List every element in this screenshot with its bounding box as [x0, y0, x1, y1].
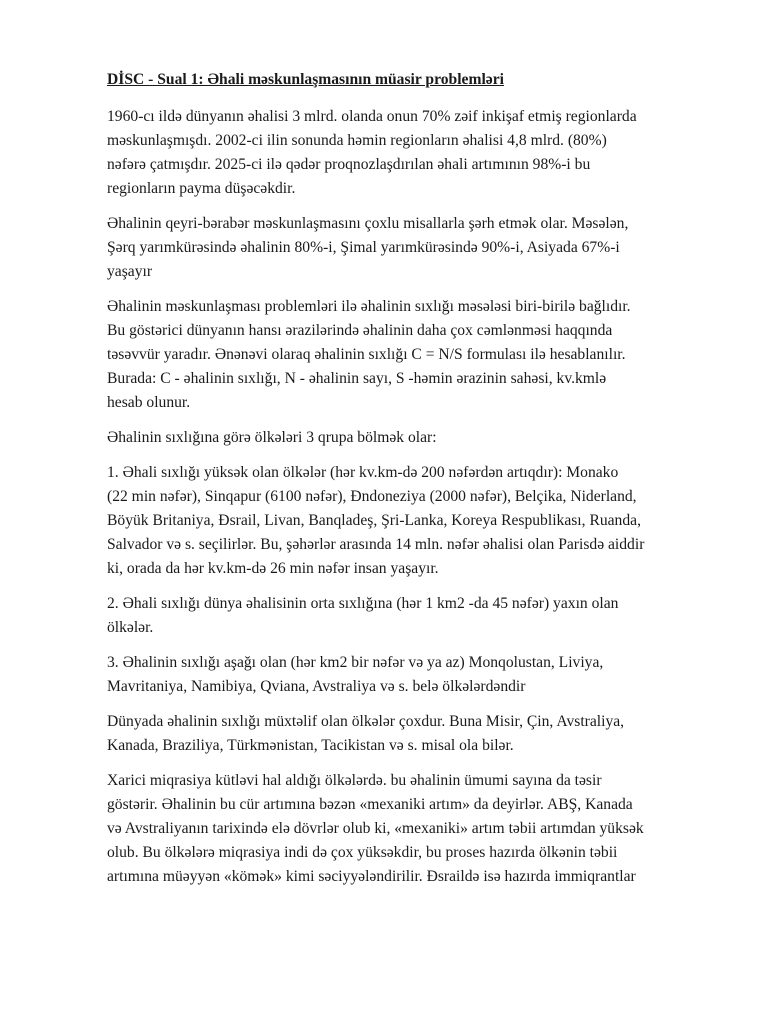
- text-line: Əhalinin məskunlaşması problemləri ilə əhalinin sıxlığı məsələsi biri-birilə bağlıdır.: [107, 298, 631, 315]
- text-line: ölkələr.: [107, 619, 154, 636]
- text-line: regionların payma düşəcəkdir.: [107, 180, 296, 197]
- text-line: yaşayır: [107, 263, 153, 280]
- text-line: göstərir. Əhalinin bu cür artımına bəzən «mexaniki artım» da deyirlər. ABŞ, Kanada: [107, 796, 633, 813]
- text-line: Mavritaniya, Namibiya, Qviana, Avstraliya və s. belə ölkələrdəndir: [107, 678, 526, 695]
- text-line: Əhalinin qeyri-bərabər məskunlaşmasını çoxlu misallarla şərh etmək olar. Məsələn,: [107, 215, 629, 232]
- document-body: [107, 68, 717, 900]
- text-line: Böyük Britaniya, Đsrail, Livan, Banqladeş, Şri-Lanka, Koreya Respublikası, Ruanda,: [107, 512, 641, 529]
- text-line: ki, orada da hər kv.km-də 26 min nəfər insan yaşayır.: [107, 560, 439, 577]
- paragraph: [107, 105, 717, 201]
- paragraph: [107, 651, 717, 699]
- paragraph: [107, 426, 717, 450]
- text-line: Dünyada əhalinin sıxlığı müxtəlif olan ölkələr çoxdur. Buna Misir, Çin, Avstraliya,: [107, 713, 625, 730]
- text-line: Şərq yarımkürəsində əhalinin 80%-i, Şimal yarımkürəsində 90%-i, Asiyada 67%-i: [107, 239, 620, 256]
- text-line: 2. Əhali sıxlığı dünya əhalisinin orta sıxlığına (hər 1 km2 -da 45 nəfər) yaxın olan: [107, 595, 619, 612]
- text-line: və Avstraliyanın tarixində elə dövrlər olub ki, «mexaniki» artım təbii artımdan yüksək: [107, 820, 644, 837]
- text-line: Əhalinin sıxlığına görə ölkələri 3 qrupa bölmək olar:: [107, 429, 437, 446]
- text-line: Kanada, Braziliya, Türkmənistan, Tacikistan və s. misal ola bilər.: [107, 737, 514, 754]
- text-line: məskunlaşmışdı. 2002-ci ilin sonunda həmin regionların əhalisi 4,8 mlrd. (80%): [107, 132, 607, 149]
- text-line: Bu göstərici dünyanın hansı ərazilərində əhalinin daha çox cəmlənməsi haqqında: [107, 322, 613, 339]
- paragraph: [107, 592, 717, 640]
- text-line: 1960-cı ildə dünyanın əhalisi 3 mlrd. olanda onun 70% zəif inkişaf etmiş regionlarda: [107, 108, 637, 125]
- text-line: Salvador və s. seçilirlər. Bu, şəhərlər arasında 14 mln. nəfər əhalisi olan Parisdə aiddir: [107, 536, 645, 553]
- text-line: Xarici miqrasiya kütləvi hal aldığı ölkələrdə. bu əhalinin ümumi sayına da təsir: [107, 772, 602, 789]
- paragraph-list: [107, 105, 717, 889]
- text-line: 1. Əhali sıxlığı yüksək olan ölkələr (hər kv.km-də 200 nəfərdən artıqdır): Monako: [107, 464, 619, 481]
- text-line: Burada: C - əhalinin sıxlığı, N - əhalinin sayı, S -həmin ərazinin sahəsi, kv.kmlə: [107, 370, 607, 387]
- text-line: (22 min nəfər), Sinqapur (6100 nəfər), Đndoneziya (2000 nəfər), Belçika, Niderland,: [107, 488, 637, 505]
- text-line: təsəvvür yaradır. Ənənəvi olaraq əhalinin sıxlığı C = N/S formulası ilə hesablanılır.: [107, 346, 626, 363]
- paragraph: [107, 461, 717, 581]
- paragraph: [107, 710, 717, 758]
- text-line: artımına müəyyən «kömək» kimi səciyyələndirilir. Đsraildə isə hazırda immiqrantlar: [107, 868, 636, 885]
- paragraph: [107, 295, 717, 415]
- text-line: 3. Əhalinin sıxlığı aşağı olan (hər km2 bir nəfər və ya az) Monqolustan, Liviya,: [107, 654, 604, 671]
- text-line: hesab olunur.: [107, 394, 191, 411]
- document-title: DİSC - Sual 1: Əhali məskunlaşmasının müasir problemləri: [107, 71, 504, 88]
- text-line: olub. Bu ölkələrə miqrasiya indi də çox yüksəkdir, bu proses hazırda ölkənin təbii: [107, 844, 618, 861]
- paragraph: [107, 212, 717, 284]
- text-line: nəfərə çatmışdır. 2025-ci ilə qədər proqnozlaşdırılan əhali artımının 98%-i bu: [107, 156, 591, 173]
- paragraph: [107, 769, 717, 889]
